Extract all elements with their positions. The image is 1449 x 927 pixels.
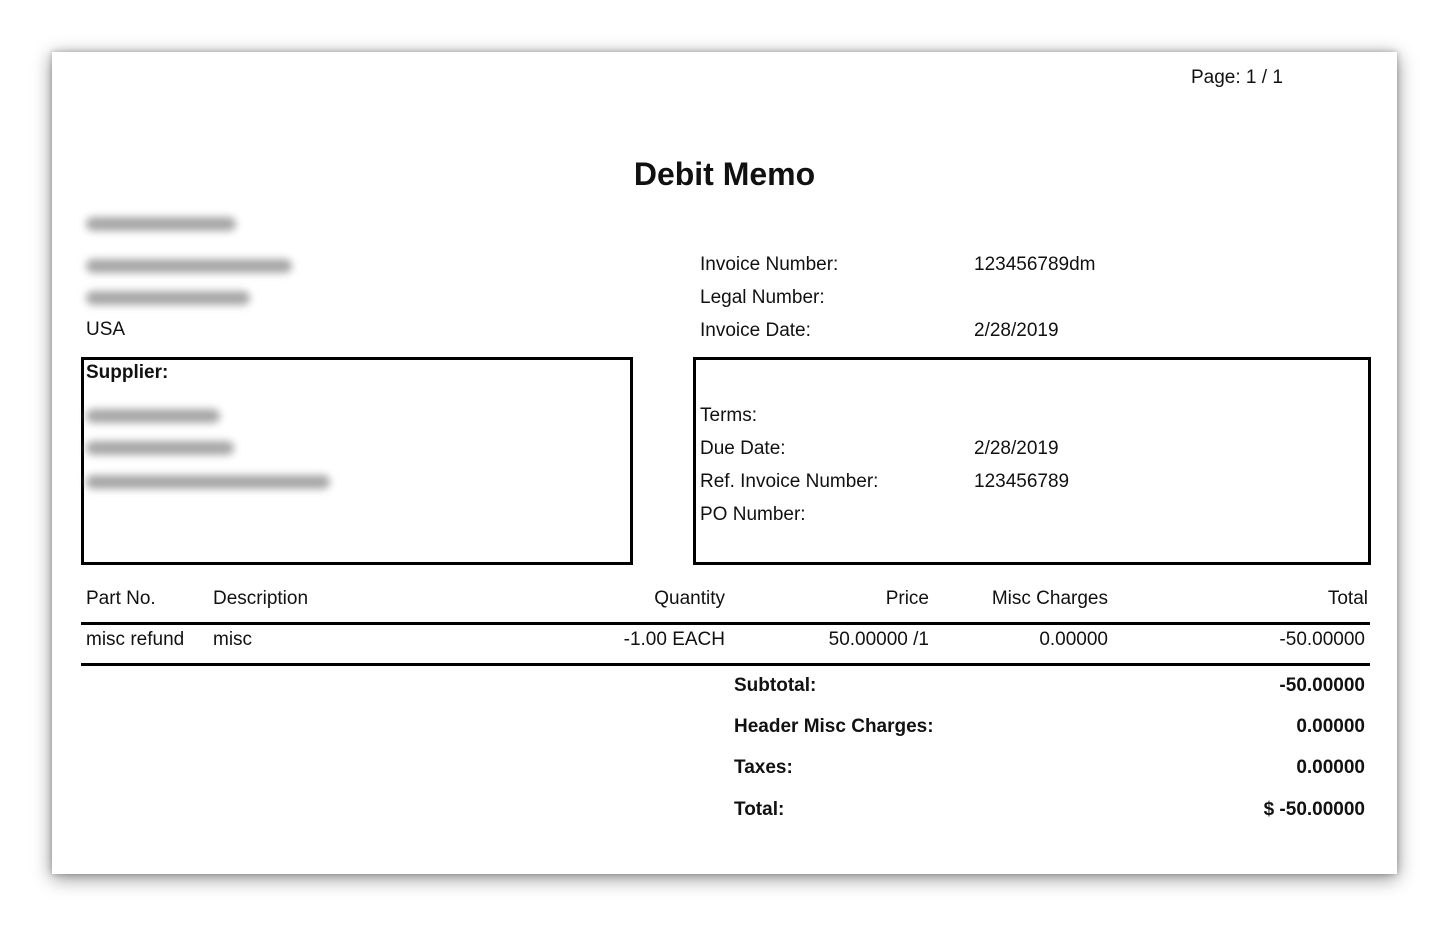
legal-number-label: Legal Number:: [700, 287, 825, 308]
invoice-date-label: Invoice Date:: [700, 320, 811, 341]
ref-invoice-label: Ref. Invoice Number:: [700, 471, 879, 492]
grand-total-value: $ -50.00000: [1263, 799, 1365, 820]
header-misc-charges-label: Header Misc Charges:: [734, 716, 934, 737]
table-bottom-divider: [81, 663, 1370, 666]
redacted-supplier-po-box: [86, 441, 234, 455]
po-number-label: PO Number:: [700, 504, 806, 525]
header-price: Price: [885, 588, 929, 609]
grand-total-label: Total:: [734, 799, 785, 820]
address-country: USA: [86, 319, 126, 340]
due-date-label: Due Date:: [700, 438, 786, 459]
terms-label: Terms:: [700, 405, 757, 426]
header-divider: [81, 622, 1370, 625]
header-misc-charges-value: 0.00000: [1296, 716, 1365, 737]
redacted-supplier-name: [86, 409, 220, 423]
row-part-no: misc refund: [86, 629, 185, 650]
header-total: Total: [1327, 588, 1368, 609]
header-part-no: Part No.: [86, 588, 156, 609]
subtotal-value: -50.00000: [1279, 675, 1365, 696]
page-number: Page: 1 / 1: [1191, 67, 1283, 88]
row-total: -50.00000: [1279, 629, 1365, 650]
taxes-label: Taxes:: [734, 757, 793, 778]
terms-box: [693, 357, 1371, 565]
invoice-date-value: 2/28/2019: [974, 320, 1059, 341]
supplier-label: Supplier:: [86, 362, 169, 383]
header-misc-charges: Misc Charges: [991, 588, 1108, 609]
taxes-value: 0.00000: [1296, 757, 1365, 778]
document-title: Debit Memo: [633, 156, 816, 192]
redacted-supplier-city: [86, 475, 330, 489]
header-description: Description: [213, 588, 309, 609]
invoice-number-label: Invoice Number:: [700, 254, 839, 275]
header-quantity: Quantity: [654, 588, 725, 609]
row-quantity: -1.00 EACH: [623, 629, 725, 650]
redacted-company-name: [86, 217, 236, 231]
due-date-value: 2/28/2019: [974, 438, 1059, 459]
row-misc-charges: 0.00000: [1039, 629, 1108, 650]
ref-invoice-value: 123456789: [974, 471, 1070, 492]
document-page: [52, 52, 1397, 874]
invoice-number-value: 123456789dm: [974, 254, 1096, 275]
subtotal-label: Subtotal:: [734, 675, 817, 696]
row-price: 50.00000 /1: [828, 629, 929, 650]
redacted-street-address: [86, 259, 292, 273]
redacted-city-state-zip: [86, 291, 250, 305]
row-description: misc: [213, 629, 253, 650]
supplier-box: [81, 357, 633, 565]
